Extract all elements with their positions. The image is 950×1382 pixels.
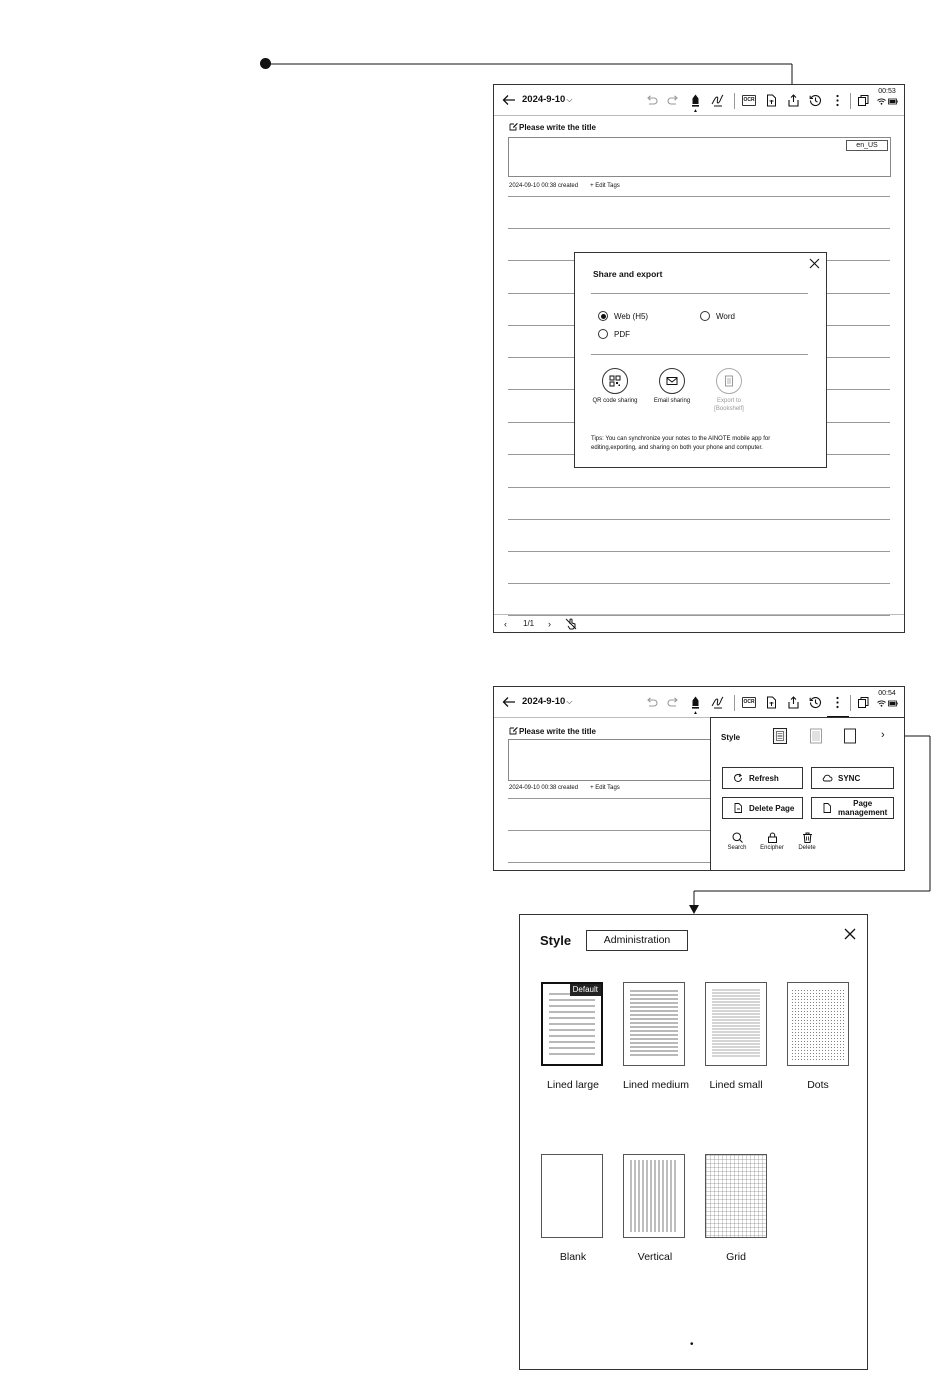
note-screen-share — [493, 84, 905, 633]
redo-icon[interactable] — [667, 94, 680, 107]
share-icon[interactable] — [787, 94, 800, 107]
ruled-line — [508, 228, 890, 229]
edit-icon — [509, 726, 518, 735]
template-label: Blank — [559, 1251, 587, 1263]
top-toolbar — [494, 687, 904, 718]
ruled-line — [508, 487, 890, 488]
template-lined-large[interactable] — [541, 982, 603, 1066]
pages-overview-icon[interactable] — [857, 696, 870, 709]
template-label: Lined large — [547, 1079, 599, 1091]
sync-button[interactable]: SYNC — [811, 767, 894, 789]
template-lined-medium[interactable] — [623, 982, 685, 1066]
toolbar-divider — [734, 93, 735, 109]
ruled-line — [508, 551, 890, 552]
tab-administration[interactable]: Administration — [586, 930, 688, 951]
chevron-down-icon: ⌵ — [566, 95, 573, 104]
search-button[interactable]: Search — [720, 832, 754, 851]
redo-icon[interactable] — [667, 696, 680, 709]
template-dots[interactable] — [787, 982, 849, 1066]
active-tool-indicator: ▲ — [693, 710, 698, 716]
encipher-button[interactable]: Encipher — [755, 832, 789, 851]
ruled-line — [508, 519, 890, 520]
history-icon[interactable] — [809, 94, 822, 107]
format-option-pdf[interactable]: PDF — [598, 329, 630, 339]
lined-large-preview — [543, 984, 601, 1064]
status-area — [874, 88, 900, 112]
undo-icon[interactable] — [645, 94, 658, 107]
close-icon[interactable] — [843, 927, 857, 941]
lined-medium-preview — [624, 983, 684, 1065]
export-to-bookshelf-button[interactable]: Export to [Bookshelf] — [699, 368, 759, 413]
dots-preview — [788, 983, 848, 1065]
callout-dot — [260, 58, 271, 69]
previous-page-icon[interactable]: ‹ — [504, 619, 507, 629]
lined-small-preview — [706, 983, 766, 1065]
email-sharing-button[interactable]: Email sharing — [642, 368, 702, 405]
lock-icon — [767, 832, 778, 843]
refresh-icon — [733, 773, 743, 783]
template-label: Grid — [726, 1251, 746, 1263]
grid-preview — [706, 1155, 766, 1237]
refresh-button[interactable]: Refresh — [722, 767, 803, 789]
close-icon[interactable] — [809, 258, 820, 269]
delete-page-button[interactable]: Delete Page — [722, 797, 803, 819]
template-grid[interactable] — [705, 1154, 767, 1238]
language-chip[interactable]: en_US — [846, 140, 888, 151]
template-vertical[interactable] — [623, 1154, 685, 1238]
trash-icon — [802, 832, 813, 843]
title-input-area[interactable] — [508, 739, 718, 781]
undo-icon[interactable] — [645, 696, 658, 709]
template-label: Vertical — [637, 1251, 673, 1263]
radio-icon — [700, 311, 710, 321]
lined-template-option-icon[interactable] — [773, 728, 787, 744]
back-arrow-icon[interactable] — [502, 93, 516, 107]
bookshelf-icon — [716, 368, 742, 394]
more-vertical-icon[interactable] — [831, 94, 844, 107]
edit-icon — [509, 122, 518, 131]
pen-icon[interactable] — [689, 94, 702, 107]
lined-small-template-option-icon[interactable] — [809, 728, 823, 744]
divider — [591, 354, 808, 355]
back-arrow-icon[interactable] — [502, 695, 516, 709]
note-title[interactable]: Please write the title — [509, 726, 596, 736]
style-label: Style — [721, 733, 741, 742]
document-title[interactable]: 2024-9-10⌵ — [522, 94, 573, 105]
created-date: 2024-09-10 00:38 created — [509, 183, 579, 189]
ruled-line — [508, 583, 890, 584]
blank-template-option-icon[interactable] — [843, 728, 857, 744]
pages-overview-icon[interactable] — [857, 94, 870, 107]
mail-icon — [659, 368, 685, 394]
ocr-icon[interactable]: OCR — [742, 697, 756, 708]
note-meta — [509, 183, 620, 189]
wifi-icon — [877, 98, 886, 105]
radio-icon — [598, 329, 608, 339]
vertical-preview — [624, 1155, 684, 1237]
cloud-icon — [822, 773, 832, 783]
touch-disabled-icon[interactable] — [565, 618, 577, 630]
template-label: Lined small — [709, 1079, 763, 1091]
qr-code-icon — [602, 368, 628, 394]
text-document-icon[interactable] — [765, 94, 778, 107]
page-dot-indicator: • — [690, 1339, 694, 1350]
battery-icon — [888, 700, 898, 707]
share-icon[interactable] — [787, 696, 800, 709]
page-navigation — [494, 614, 904, 632]
style-title: Style — [540, 933, 572, 948]
style-template-dialog — [519, 914, 868, 1370]
tips-text: Tips: You can synchronize your notes to the AINOTE mobile app for editing,exporting, and sharing on both your phone and computer. — [591, 436, 771, 451]
history-icon[interactable] — [809, 696, 822, 709]
top-toolbar — [494, 85, 904, 116]
template-lined-small[interactable] — [705, 982, 767, 1066]
edit-tags-link[interactable]: + Edit Tags — [590, 785, 620, 791]
toolbar-divider — [850, 93, 851, 109]
more-menu-panel — [710, 717, 905, 871]
chevron-down-icon: ⌵ — [566, 697, 573, 706]
ruled-line — [508, 830, 714, 831]
search-icon — [732, 832, 743, 843]
page-indicator: 1/1 — [523, 619, 535, 628]
ruled-line — [508, 196, 890, 197]
status-area — [874, 690, 900, 714]
format-option-word[interactable]: Word — [700, 311, 735, 321]
note-meta — [509, 785, 620, 791]
active-tool-indicator: ▲ — [693, 108, 698, 114]
document-title[interactable]: 2024-9-10⌵ — [522, 696, 573, 707]
handwriting-icon[interactable] — [711, 94, 724, 107]
format-option-web[interactable]: Web (H5) — [598, 311, 648, 321]
default-badge: Default — [570, 984, 601, 996]
divider — [591, 293, 808, 294]
handwriting-icon[interactable] — [711, 696, 724, 709]
toolbar-divider — [734, 695, 735, 711]
template-label: Lined medium — [623, 1079, 689, 1091]
page-icon — [822, 803, 832, 813]
created-date: 2024-09-10 00:38 created — [509, 785, 579, 791]
radio-selected-icon — [598, 311, 608, 321]
edit-tags-link[interactable]: + Edit Tags — [590, 183, 620, 189]
dialog-title: Share and export — [593, 269, 663, 279]
chevron-right-icon[interactable]: › — [881, 729, 885, 741]
delete-page-icon — [733, 803, 743, 813]
text-document-icon[interactable] — [765, 696, 778, 709]
qr-code-sharing-button[interactable]: QR code sharing — [585, 368, 645, 405]
note-screen-menu — [493, 686, 905, 871]
pen-icon[interactable] — [689, 696, 702, 709]
template-blank[interactable] — [541, 1154, 603, 1238]
note-title[interactable]: Please write the title — [509, 122, 596, 132]
title-input-area[interactable] — [508, 137, 891, 177]
page-management-button[interactable]: Page management — [811, 797, 894, 819]
more-vertical-icon[interactable] — [831, 696, 844, 709]
ocr-icon[interactable]: OCR — [742, 95, 756, 106]
delete-button[interactable]: Delete — [790, 832, 824, 851]
toolbar-divider — [850, 695, 851, 711]
share-export-dialog — [574, 252, 827, 468]
clock: 00:54 — [878, 690, 896, 697]
ruled-line — [508, 798, 714, 799]
ruled-line — [508, 862, 714, 863]
clock: 00:53 — [878, 88, 896, 95]
next-page-icon[interactable]: › — [548, 619, 551, 629]
wifi-icon — [877, 700, 886, 707]
template-label: Dots — [807, 1079, 829, 1091]
battery-icon — [888, 98, 898, 105]
